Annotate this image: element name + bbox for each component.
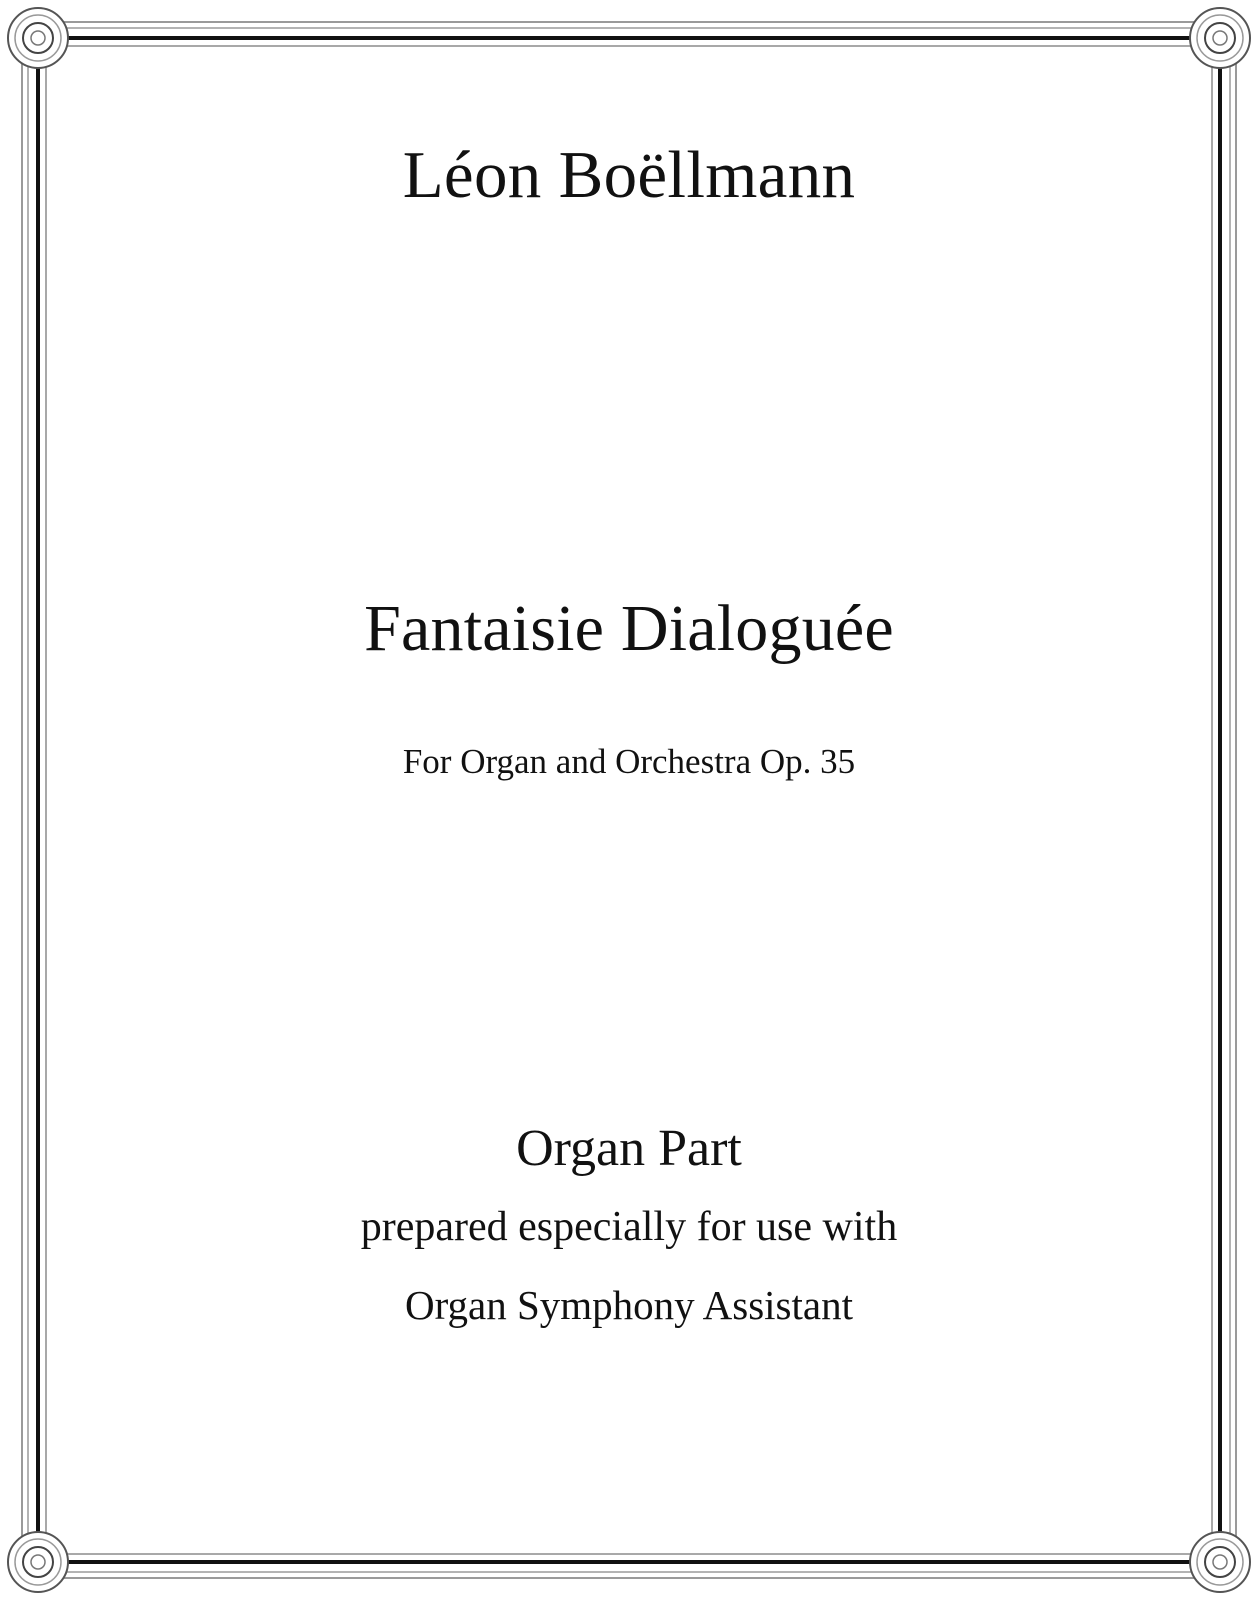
composer-name: Léon Boëllmann — [402, 138, 856, 212]
border-main-rule — [38, 38, 1220, 1562]
work-title: Fantaisie Dialoguée — [364, 592, 894, 665]
work-subtitle: For Organ and Orchestra Op. 35 — [402, 742, 856, 781]
border-outer-rule — [22, 22, 1236, 1578]
part-label: Organ Part — [516, 1120, 742, 1177]
product-name: Organ Symphony Assistant — [405, 1282, 853, 1328]
corner-ornament-bottom-right — [1190, 1532, 1250, 1592]
border-outer-rule-2 — [28, 28, 1230, 1572]
corner-ornament-bottom-left — [8, 1532, 68, 1592]
corner-ornament-top-right — [1190, 8, 1250, 68]
prepared-line: prepared especially for use with — [360, 1204, 898, 1250]
corner-ornament-top-left — [8, 8, 68, 68]
